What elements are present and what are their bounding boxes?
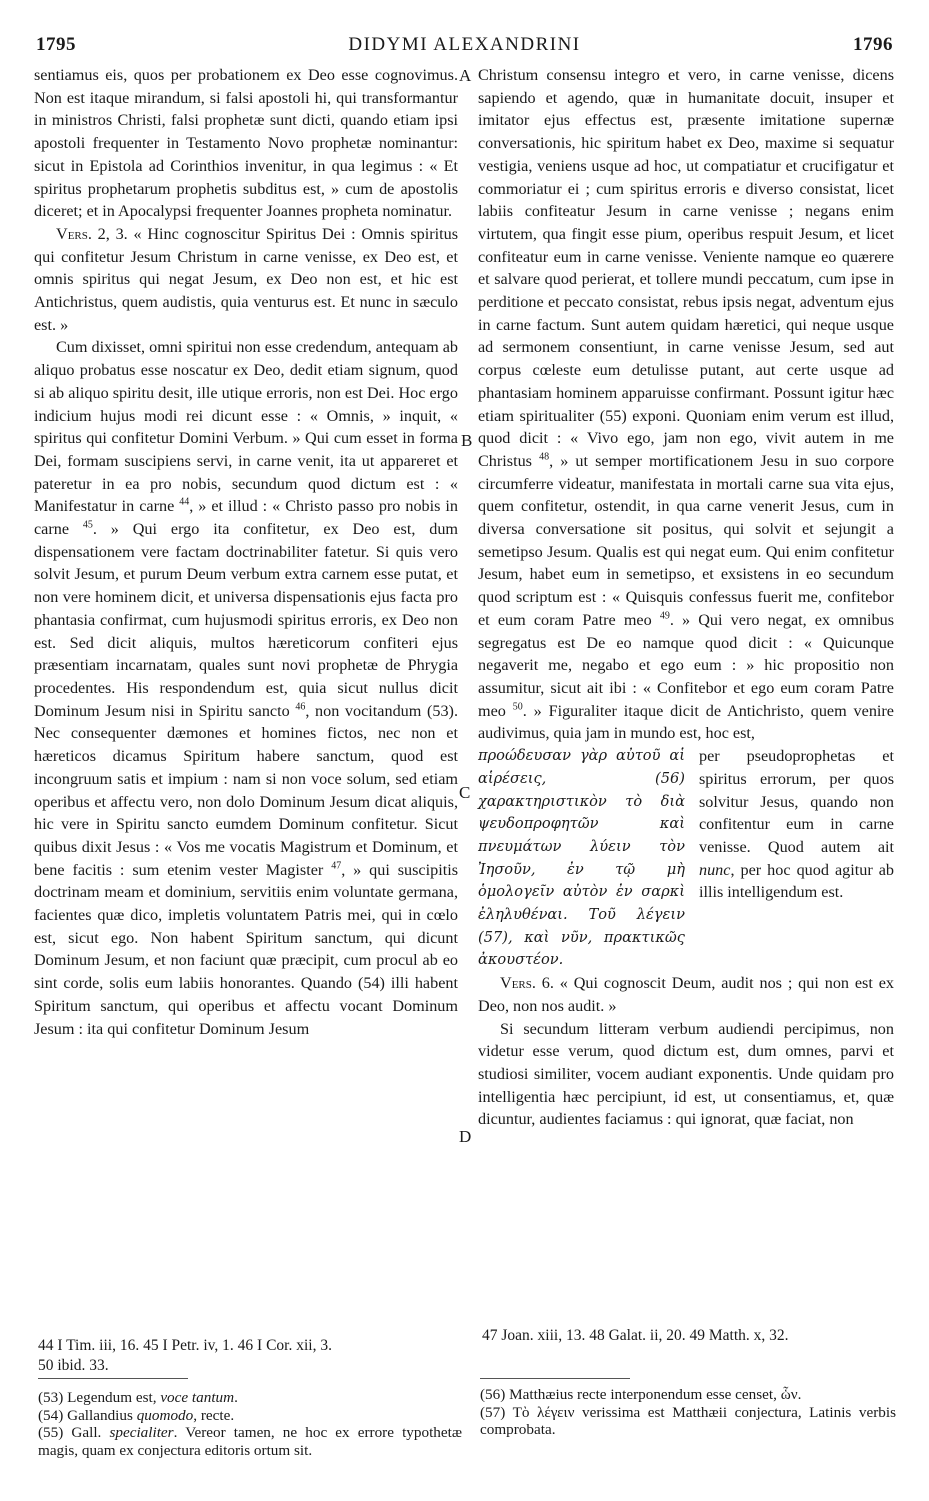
commentary-text: , non vocitandum (53). Nec consequenter dæmones et homines fictos, nec non et hæreticos dicamus Spiritum habere sanctum, quod est incongruum satis et impium : nam si non voce solum, sed etiam operibus et affectu vero, non dolo Dominum Jesum dicat aliquis, hic vere in Spiritu sancto eumdem Dominum confitetur. Sicut quibus dixit Jesus : « Vos me vocatis Magistrum et Dominum, et bene facitis : sum etenim vester Magister bbox=[34, 701, 458, 879]
page-number-right: 1796 bbox=[853, 34, 893, 55]
commentary-text: . » Figuraliter itaque dicit de Antichristo, quem venire audivimus, quia jam in mundo est, hoc est, bbox=[478, 701, 894, 743]
margin-marker-c: C bbox=[459, 783, 471, 802]
scripture-refs-line: 44 I Tim. iii, 16. 45 I Petr. iv, 1. 46 I Cor. xii, 3. bbox=[38, 1337, 332, 1354]
latin-translation bbox=[699, 745, 894, 972]
verse-label: Vers. bbox=[56, 224, 92, 243]
scripture-refs-line: 50 ibid. 33. bbox=[38, 1357, 109, 1374]
footnote-ref-46: 46 bbox=[295, 701, 306, 713]
note-text: . bbox=[234, 1389, 238, 1406]
greek-latin-parallel bbox=[478, 745, 894, 972]
scripture-refs-right bbox=[482, 1326, 898, 1346]
scripture-refs-left bbox=[38, 1336, 462, 1376]
margin-marker-d: D bbox=[459, 1127, 472, 1146]
note-italic: voce tantum bbox=[160, 1389, 235, 1406]
note-text: (53) Legendum est, bbox=[38, 1389, 161, 1406]
note-text: (55) Gall. bbox=[38, 1424, 110, 1441]
scripture-refs-line: 47 Joan. xiii, 13. 48 Galat. ii, 20. 49 Matth. x, 32. bbox=[482, 1327, 789, 1344]
footnote-ref-50: 50 bbox=[512, 701, 523, 713]
note-text: (54) Gallandius bbox=[38, 1406, 137, 1424]
note-text: , recte. bbox=[193, 1406, 235, 1424]
latin-italic: nunc bbox=[698, 860, 731, 879]
verse-text: 2, 3. « Hinc cognoscitur Spiritus Dei : Omnis spiritus qui confitetur Jesum Christum in carne venisse, ex Deo est, et omnis spiritus qui negat Jesum, ex Deo non est, et hic est Antichristus, quem audistis, quia venturus est. Et nunc in sæculo est. » bbox=[34, 224, 458, 334]
running-title: DIDYMI ALEXANDRINI bbox=[348, 34, 581, 55]
note-55 bbox=[38, 1424, 462, 1459]
note-56: (56) Matthæius recte interponendum esse censet, ὧν. bbox=[480, 1386, 802, 1403]
notes-divider-right bbox=[480, 1378, 630, 1379]
footnote-ref-49: 49 bbox=[659, 610, 670, 622]
footnote-ref-44: 44 bbox=[179, 496, 190, 508]
footnote-ref-45: 45 bbox=[82, 519, 93, 531]
left-paragraph-1: sentiamus eis, quos per probationem ex Deo esse cognovimus. Non est itaque mirandum, si falsi apostoli hi, qui transformantur in ministros Christi, falsi prophetæ sunt dicti, quando etiam ipsi apostoli frequenter in Testamento Novo prophetæ nominantur: sicut in Epistola ad Corinthios invenitur, in qua legimus : « Et spiritus prophetarum prophetis subditus est, » cum de apostolis diceret; et in Apocalypsi frequenter Joannes propheta nominatur. bbox=[34, 66, 458, 221]
commentary-text: Cum dixisset, omni spiritui non esse credendum, antequam ab aliquo probatus esse noscatur ex Deo, dedit etiam signum, quod si ab aliquo spiritu desit, ille utique erroris, non est Dei. Hoc ergo indicium hujus modi rei dicunt esse : « Omnis, » inquit, « spiritus qui confitetur Domini Verbum. » Qui cum esset in forma Dei, formam suscipiens servi, in carne venit, ita ut appareret et pateretur in ea pro nobis, secundum quod dictum est : « Manifestatur in carne bbox=[34, 338, 458, 516]
note-57: (57) Τὸ λέγειν verissima est Matthæii conjectura, Latinis verbis comprobata. bbox=[480, 1403, 896, 1438]
commentary-text: Christum consensu integro et vero, in carne venisse, dicens sapiendo et agendo, quæ in humanitate docuit, insuper et imitator ejus effectus est, præsente imitatione supernæ conversationis, hic spiritum habet ex Deo, maxime si sequatur vestigia, veniens usque ad hoc, ut compatiatur et crucifigatur et commoriatur ei ; cum spiritus erroris e diverso consistat, licet labiis confiteatur Jesum in carne venisse ; negans enim virtutem, qua fingit esse pium, operibus respuit Jesum, et licet confiteatur eum in carne venisse. Veniente namque eo quærere et salvare quod perierat, et tollere mundi peccatum, cum ipse in perditione et peccato consistat, rebus ipsis negat, adventum ejus in carne factum. Sunt autem quidam hæretici, qui neque usque ad sermonem consentiunt, in carne venisse Jesum, sed aut corpus cœleste eum detulisse putant, aut certe usque ad phantasiam hominem apparuisse confirmant. Possunt igitur hæc etiam spiritualiter (55) exponi. Quoniam enim verum est illud, quod dicit : « Vivo ego, jam non ego, vivit autem in me Christus bbox=[478, 66, 894, 470]
left-column bbox=[34, 64, 458, 1040]
commentary-text: . » Qui vero negat, ex omnibus segregatus est De eo namque quod dicit : « Quicunque negaverit me, negabo et ego eum : » hic propositio non assumitur, sicut ait ibi : « Confitebor et ego eum coram Patre meo bbox=[478, 610, 894, 720]
page-number-left: 1795 bbox=[36, 34, 76, 55]
commentary-text: . » Qui ergo ita confitetur, ex Deo est, dum dispensationem vere factam doctrinabiliter fatetur. Si quis vero solvit Jesum, et purum Deum verbum extra carnem esse putat, et non vere hominem dicit, et universa dispensationis ejus facta pro phantasia confirmat, cum hujusmodi spiritus erroris, ex Deo non est. Sed dicit aliquis, multos hæreticorum confiteri ejus præsentiam incarnatam, quales sunt novi prophetæ de Phrygia procedentes. His respondendum est, quia sicut nullus dicit Dominum Jesum nisi in Spiritu sancto bbox=[34, 520, 459, 720]
note-text: . Vereor tamen, ne hoc ex errore typothetæ magis, quam ex conjectura editoris ortum sit. bbox=[38, 1424, 462, 1459]
commentary-text: , » et illud : « Christo passo pro nobis in carne bbox=[34, 497, 459, 539]
right-column bbox=[478, 64, 894, 1131]
notes-divider-left bbox=[38, 1378, 188, 1379]
note-53 bbox=[38, 1389, 462, 1407]
editorial-notes-left bbox=[38, 1389, 462, 1459]
note-54 bbox=[38, 1407, 462, 1425]
page-header bbox=[36, 34, 893, 60]
right-paragraph-final: Si secundum litteram verbum audiendi percipimus, non videtur esse verum, quod dictum est, dum omnes, parvi et studiosi similiter, vocem audiant exponentis. Unde quidam pro intelligentia hæc percipiunt, id est, ut consentiamus, et, quæ dicuntur, audientes faciamus : qui ignorat, quæ faciat, non bbox=[478, 1019, 894, 1129]
right-verse-6 bbox=[478, 972, 894, 1017]
footnote-ref-47: 47 bbox=[331, 860, 342, 872]
verse-text: 6. « Qui cognoscit Deum, audit nos ; qui non est ex Deo, non nos audit. » bbox=[478, 974, 894, 1015]
latin-text: , per hoc quod agitur ab illis intelligendum est. bbox=[698, 860, 894, 902]
greek-text: προώδευσαν γὰρ αὐτοῦ αἱ αἱρέσεις, (56) χαρακτηριστικὸν τὸ διὰ ψευδοπροφητῶν καὶ πνευμάτων λύειν τὸν Ἰησοῦν, ἐν τῷ μὴ ὁμολογεῖν αὐτὸν ἐν σαρκὶ ἐληλυθέναι. Τοῦ λέγειν (57), καὶ νῦν, πρακτικῶς ἀκουστέον. bbox=[478, 747, 685, 969]
left-verse-2-3 bbox=[34, 223, 458, 337]
footnote-ref-48: 48 bbox=[539, 451, 550, 463]
margin-marker-a: A bbox=[459, 66, 472, 85]
right-commentary bbox=[478, 64, 894, 745]
margin-marker-b: B bbox=[461, 431, 473, 450]
left-commentary bbox=[34, 336, 458, 1040]
latin-text: per pseudoprophetas et spiritus errorum, per quos solvitur Jesus, quando non confitentur eum in carne venisse. Quod autem ait bbox=[698, 747, 894, 856]
commentary-text: , » qui suscipitis doctrinam meam et dominium, servitiis enim voluntate germana, facientes quæ dico, impletis voluntatem Patris mei, qui in cœlo est, sicut ego. Non habent Spiritum sanctum, qui dicunt Dominum Jesum, et non faciunt quæ præcipit, cum procul ab eo sint corde, solis eum labiis honorantes. Quando (54) illi habent Spiritum sanctum, qui operibus et affectu vocant Dominum Jesum : ita qui confitetur Dominum Jesum bbox=[34, 860, 458, 1038]
note-italic: specialiter bbox=[109, 1424, 174, 1441]
note-italic: quomodo bbox=[136, 1406, 194, 1424]
verse-label: Vers. bbox=[500, 974, 536, 993]
commentary-text: , » ut semper mortificationem Jesu in suo corpore circumferre videatur, manifestata in mortali carne sua vita ejus, quem confitetur, ostendit, in qua carne venerit Jesus, cum in diversa conversatione sit positus, qui solvit et sejungit a semetipso Jesum. Qualis est qui negat eum. Qui enim confitetur Jesum, habet eum in semetipso, et exsistens in eo secundum quod scriptum est : « Quisquis confessus fuerit me, confitebor et eum coram Patre meo bbox=[478, 451, 895, 629]
editorial-notes-right bbox=[480, 1386, 896, 1439]
